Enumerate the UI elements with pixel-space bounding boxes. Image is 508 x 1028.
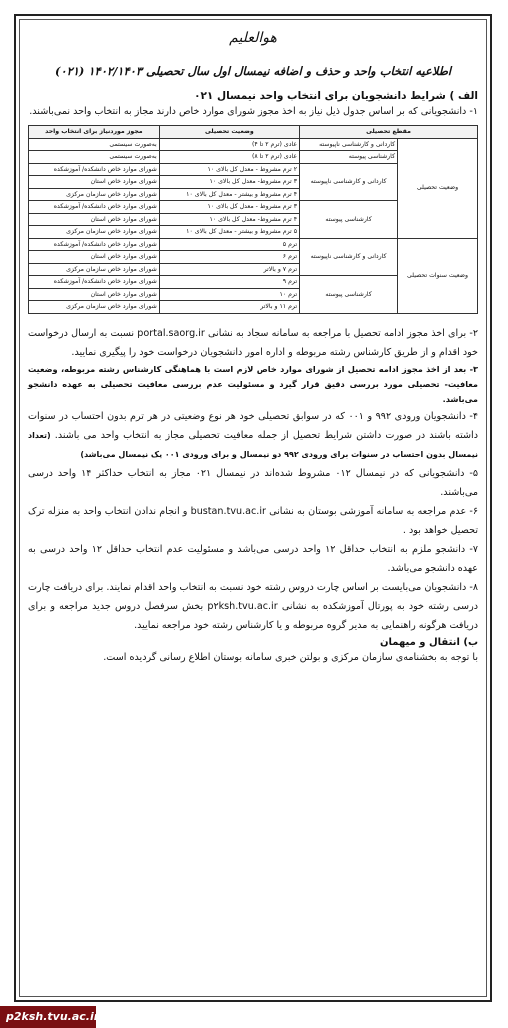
permit-cell: شورای موارد خاص دانشکده/ آموزشکده — [29, 238, 160, 251]
table-row — [29, 138, 478, 151]
table-header-row — [29, 126, 478, 139]
group-label: وضعیت سنوات تحصیلی — [398, 238, 478, 313]
section-b-heading: ب) انتقال و میهمان — [379, 636, 478, 648]
permit-cell: شورای موارد خاص سازمان مرکزی — [29, 188, 160, 201]
item-4-text: ۴- دانشجویان ورودی ۹۹۲ و ۰۰۱ که در سوابق تحصیلی خود هر نوع وضعیتی در هر ترم بدون احتساب در سنوات داشته باشند در صورت داشتن شرایط تحصیل از جمله معافیت تحصیلی مجاز به انتخاب واحد می باشند. — [28, 410, 479, 441]
status-cell: ترم ۹ — [159, 276, 299, 289]
status-cell: ۲ ترم مشروط - معدل کل بالای ۱۰ — [159, 163, 299, 176]
item-3: ۳- بعد از اخذ مجوز ادامه تحصیل از شورای موارد خاص لازم است با هماهنگی کارشناس رشته مربوطه، وضعیت معافیت- تحصیلی مورد بررسی دقیق قرار گیرد و مسئولیت عدم بررسی معافیت تحصیلی به عهده دانشجو می‌باشد. — [28, 363, 478, 404]
status-cell: ۳ ترم مشروط- معدل کل بالای ۱۰ — [159, 176, 299, 189]
status-cell: ترم ۷ و بالاتر — [159, 263, 299, 276]
header-permit: مجوز موردنیاز برای انتخاب واحد — [29, 126, 160, 139]
item-8: ۸- دانشجویان می‌بایست بر اساس چارت دروس رشته خود نسبت به انتخاب واحد اقدام نمایند. برای دریافت چارت درسی رشته خود به پورتال آموزشکده به نشانی p۲ksh.tvu.ac.ir بخش سرفصل دروس جدید مراجعه و برای دریافت هرگونه راهنمایی به مدیر گروه مربوطه و یا کارشناس رشته خود مراجعه نمایید. — [28, 581, 478, 631]
level-cell: کارشناسی پیوسته — [300, 151, 398, 164]
status-cell: ۳ ترم مشروط - معدل کل بالای ۱۰ — [159, 201, 299, 214]
status-cell: ترم ۱۱ و بالاتر — [159, 301, 299, 314]
table-row — [29, 238, 478, 251]
permit-cell: شورای موارد خاص دانشکده/ آموزشکده — [29, 163, 160, 176]
page-title: اطلاعیه انتخاب واحد و حذف و اضافه نیمسال اول سال تحصیلی ۱۴۰۲/۱۴۰۳ (۰۲۱) — [54, 64, 452, 78]
permit-cell: شورای موارد خاص سازمان مرکزی — [29, 301, 160, 314]
document-frame — [14, 14, 492, 1002]
permit-cell: شورای موارد خاص استان — [29, 251, 160, 264]
group-label: وضعیت تحصیلی — [398, 138, 478, 238]
item-2: ۲- برای اخذ مجوز ادامه تحصیل با مراجعه به سامانه سجاد به نشانی portal.saorg.ir نسبت به ارسال درخواست خود اقدام و از طریق کارشناس رشته مربوطه و اداره امور دانشجویان درخواست خود را پیگیری نمایید. — [28, 327, 479, 358]
status-cell: ترم ۶ — [159, 251, 299, 264]
permit-cell: شورای موارد خاص استان — [29, 176, 160, 189]
site-logo: p2ksh.tvu.ac.ir — [0, 1006, 96, 1028]
permit-cell: شورای موارد خاص استان — [29, 213, 160, 226]
section-b-text: با توجه به بخشنامه‌ی سازمان مرکزی و بولتن خبری سامانه بوستان اطلاع رسانی گردیده است. — [103, 651, 478, 663]
permit-cell: شورای موارد خاص سازمان مرکزی — [29, 263, 160, 276]
item-4 — [28, 407, 478, 464]
item-5: ۵- دانشجویانی که در نیمسال ۰۱۲ مشروط شده‌اند در نیمسال ۰۲۱ مجاز به انتخاب حداکثر ۱۴ واحد درسی می‌باشند. — [28, 467, 478, 498]
section-a-heading: الف ) شرایط دانشجویان برای انتخاب واحد نیمسال ۰۲۱ — [194, 90, 478, 102]
permit-cell: شورای موارد خاص سازمان مرکزی — [29, 226, 160, 239]
level-cell: کاردانی و کارشناسی ناپیوسته — [300, 163, 398, 201]
permit-cell: شورای موارد خاص دانشکده/ آموزشکده — [29, 201, 160, 214]
permit-cell: به‌صورت سیستمی — [29, 138, 160, 151]
permit-cell: به‌صورت سیستمی — [29, 151, 160, 164]
level-cell: کارشناسی پیوسته — [300, 276, 398, 314]
status-cell: عادی (ترم ۲ تا ۸) — [159, 151, 299, 164]
status-cell: ترم ۱۰ — [159, 288, 299, 301]
basmala: هوالعلیم — [229, 30, 277, 46]
item-6: ۶- عدم مراجعه به سامانه آموزشی بوستان به نشانی bustan.tvu.ac.ir و انجام ندادن انتخاب واحد به منزله ترک تحصیل خواهد بود . — [28, 505, 478, 536]
status-cell: ۴ ترم مشروط- معدل کل بالای ۱۰ — [159, 213, 299, 226]
level-cell: کارشناسی پیوسته — [300, 201, 398, 239]
item-1: ۱- دانشجویانی که بر اساس جدول ذیل نیاز به اخذ مجوز شورای موارد خاص دارند مجاز به انتخاب واحد نمی‌باشند. — [29, 106, 478, 117]
requirements-table — [28, 125, 478, 314]
level-cell: کاردانی و کارشناسی ناپیوسته — [300, 138, 398, 151]
header-status: وضعیت تحصیلی — [159, 126, 299, 139]
item-4-note: (تعداد نیمسال بدون احتساب در سنوات برای ورودی ۹۹۲ دو نیمسال و برای ورودی ۰۰۱ یک نیمسال می‌باشد) — [28, 430, 478, 459]
status-cell: ترم ۵ — [159, 238, 299, 251]
level-cell: کاردانی و کارشناسی ناپیوسته — [300, 238, 398, 276]
status-cell: ۵ ترم مشروط و بیشتر - معدل کل بالای ۱۰ — [159, 226, 299, 239]
permit-cell: شورای موارد خاص دانشکده/ آموزشکده — [29, 276, 160, 289]
permit-cell: شورای موارد خاص استان — [29, 288, 160, 301]
header-level: مقطع تحصیلی — [300, 126, 478, 139]
status-cell: ۴ ترم مشروط و بیشتر - معدل کل بالای ۱۰ — [159, 188, 299, 201]
item-7: ۷- دانشجو ملزم به انتخاب حداقل ۱۲ واحد درسی می‌باشد و مسئولیت عدم انتخاب حداقل ۱۲ واحد درسی به عهده دانشجو می‌باشد. — [28, 543, 478, 574]
status-cell: عادی (ترم ۲ تا ۴) — [159, 138, 299, 151]
